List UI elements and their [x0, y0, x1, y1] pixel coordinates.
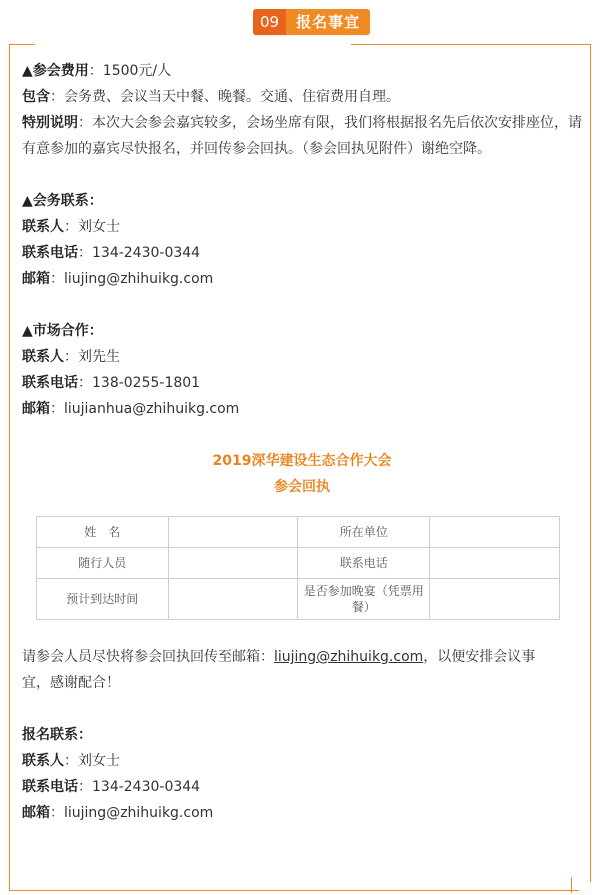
- table-cell-label: 所在单位: [298, 517, 430, 548]
- meeting-contact-person: 联系人：刘女士: [22, 219, 120, 235]
- instruction-line-2: 宜，感谢配合！: [22, 675, 120, 691]
- registration-contact-heading: 报名联系：: [22, 727, 92, 743]
- table-cell-input[interactable]: [168, 517, 298, 548]
- note-line-2: 有意参加的嘉宾尽快报名，并回传参会回执。（参会回执见附件）谢绝空降。: [22, 141, 491, 157]
- table-cell-label: 姓 名: [37, 517, 169, 548]
- frame-bottom-right-tick: [571, 877, 572, 893]
- registration-contact-phone: 联系电话：134-2430-0344: [22, 779, 201, 795]
- section-title: 报名事宜: [286, 9, 370, 35]
- instruction-line-1: 请参会人员尽快将参会回执回传至邮箱：liujing@zhihuikg.com，以便安排会议事: [22, 649, 536, 665]
- registration-contact-email: 邮箱：liujing@zhihuikg.com: [22, 805, 214, 821]
- frame-bottom: [9, 890, 579, 891]
- frame-top-left: [9, 44, 35, 45]
- table-row: [37, 579, 560, 620]
- table-cell-label: 联系电话: [298, 548, 430, 579]
- frame-left: [9, 44, 10, 891]
- frame-top-right: [351, 44, 591, 45]
- table-cell-input[interactable]: [430, 517, 560, 548]
- meeting-contact-heading: ▲会务联系：: [22, 193, 103, 209]
- section-badge: [253, 9, 370, 35]
- form-subtitle: 参会回执: [274, 479, 330, 495]
- meeting-contact-email: 邮箱：liujing@zhihuikg.com: [22, 271, 214, 287]
- market-contact-heading: ▲市场合作：: [22, 323, 103, 339]
- market-contact-phone: 联系电话：138-0255-1801: [22, 375, 201, 391]
- table-cell-label: 预计到达时间: [37, 579, 169, 620]
- instruction-email-link[interactable]: liujing@zhihuikg.com: [274, 649, 424, 665]
- table-cell-input[interactable]: [430, 579, 560, 620]
- table-row: [37, 517, 560, 548]
- table-cell-input[interactable]: [430, 548, 560, 579]
- includes-line: 包含：会务费、会议当天中餐、晚餐。交通、住宿费用自理。: [22, 89, 400, 105]
- table-cell-label: 随行人员: [37, 548, 169, 579]
- section-number: 09: [253, 9, 286, 35]
- registration-content: [22, 58, 582, 826]
- registration-contact-person: 联系人：刘女士: [22, 753, 120, 769]
- form-title: 2019深华建设生态合作大会: [212, 453, 392, 469]
- meeting-contact-phone: 联系电话：134-2430-0344: [22, 245, 201, 261]
- table-cell-label: 是否参加晚宴（凭票用餐）: [298, 579, 430, 620]
- note-line-1: 特别说明：本次大会参会嘉宾较多，会场坐席有限，我们将根据报名先后依次安排座位，请: [22, 115, 582, 131]
- frame-right: [590, 44, 591, 882]
- market-contact-person: 联系人：刘先生: [22, 349, 120, 365]
- market-contact-email: 邮箱：liujianhua@zhihuikg.com: [22, 401, 240, 417]
- table-cell-input[interactable]: [168, 548, 298, 579]
- fee-line: ▲参会费用：1500元/人: [22, 63, 172, 79]
- registration-form-table: [36, 516, 560, 620]
- table-cell-input[interactable]: [168, 579, 298, 620]
- table-row: [37, 548, 560, 579]
